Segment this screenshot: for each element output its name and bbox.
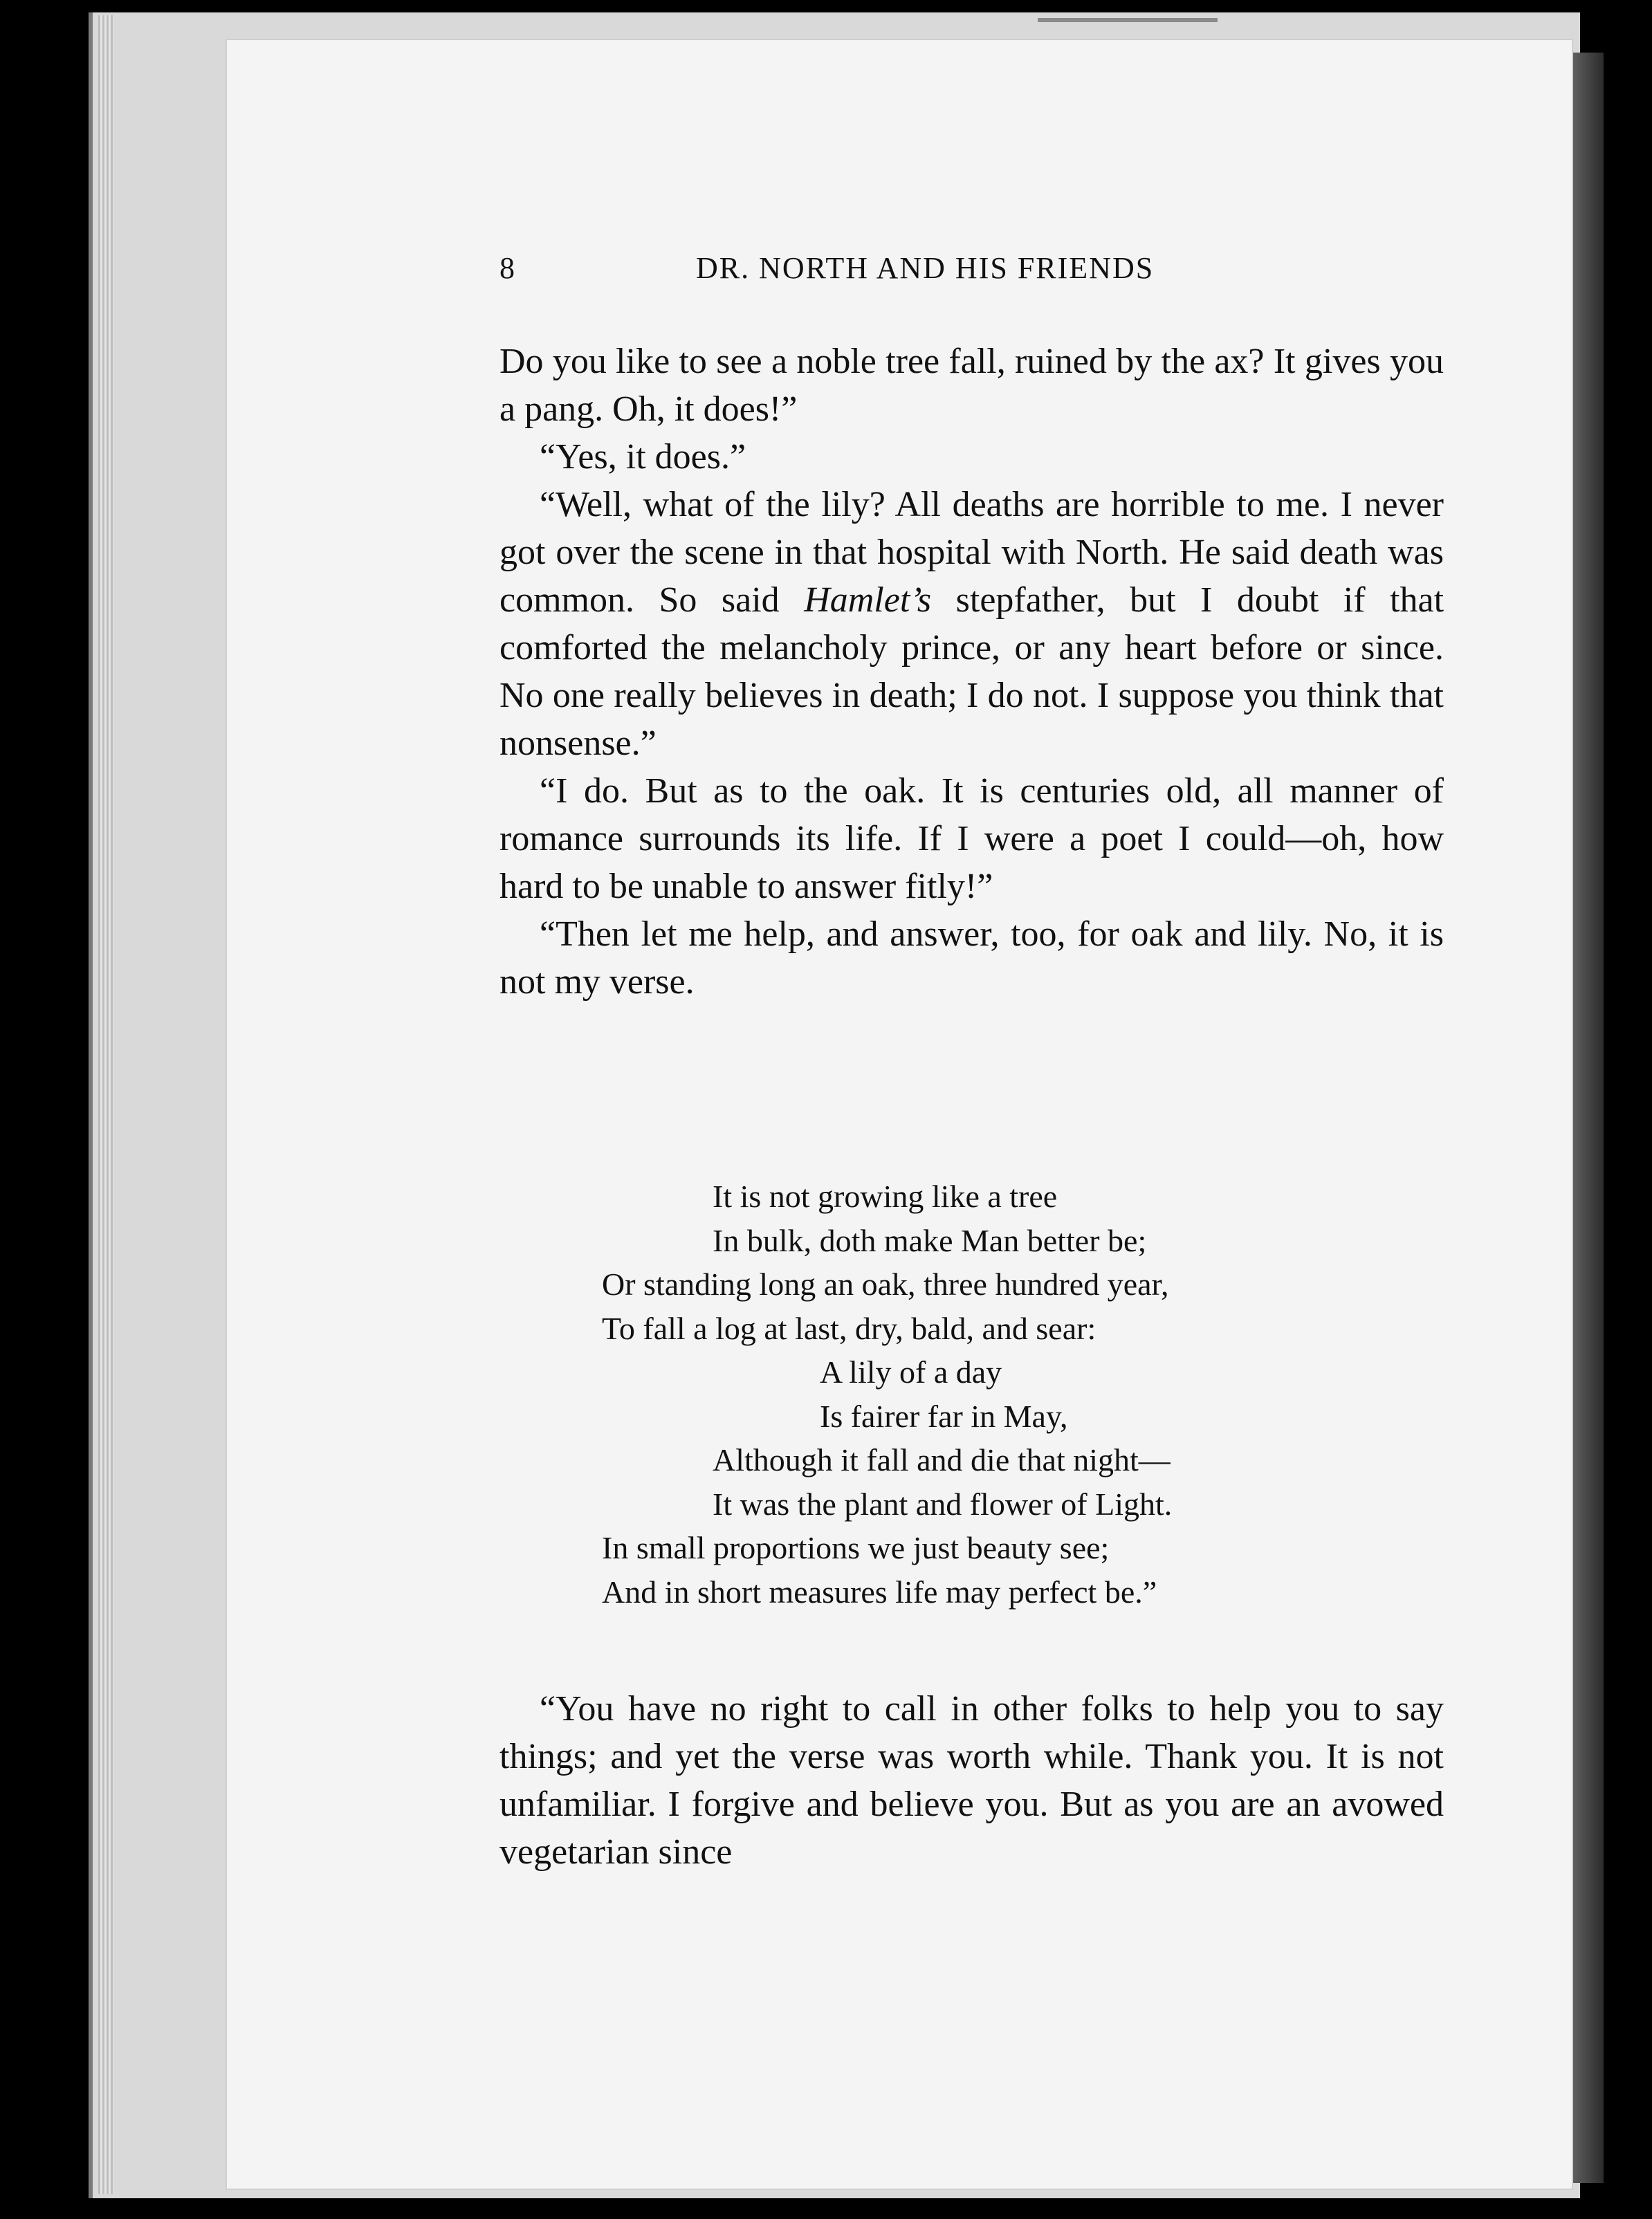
paragraph: “Then let me help, and answer, too, for oak and lily. No, it is not my verse. [499,914,1444,1002]
page-number: 8 [499,251,515,285]
verse-line: And in short measures life may perfect be.” [602,1574,1157,1610]
verse-line: It is not growing like a tree [713,1179,1058,1214]
paragraph [499,481,1444,767]
verse-line: To fall a log at last, dry, bald, and sear: [602,1310,1096,1346]
verse-line: A lily of a day [820,1354,1002,1390]
verse-line: It was the plant and flower of Light. [713,1486,1173,1522]
scan-artifact [1038,18,1218,22]
book-page-edges [98,15,113,2194]
paragraph: Do you like to see a noble tree fall, ruined by the ax? It gives you a pang. Oh, it does!” [499,342,1444,429]
paragraph-text: stepfather, but I doubt if that comforted the melancholy prince, or any heart before or since. No one really believes in death; I do not. I suppose you think that nonsense.” [499,580,1444,763]
book-right-edge [1573,53,1604,2183]
verse-line: In small proportions we just beauty see; [602,1530,1110,1565]
verse-line: Or standing long an oak, three hundred year, [602,1267,1169,1302]
running-title: DR. NORTH AND HIS FRIENDS [696,251,1155,285]
verse-line: Although it fall and die that night— [713,1442,1171,1477]
italic-title: Hamlet’s [804,580,932,620]
paragraph: “I do. But as to the oak. It is centuries old, all manner of romance surrounds its life. If I were a poet I could—oh, how hard to be unable to answer fitly!” [499,771,1444,906]
paragraph-text: “Well, what of the lily? All deaths are horrible to me. I never got over the scene in that hospital with North. He said death was common. So said [499,485,1444,620]
running-head [499,250,1254,299]
paragraph: “You have no right to call in other folks to help you to say things; and yet the verse was worth while. Thank you. It is not unfamiliar. I forgive and believe you. But as you are an avowed vegetarian since [499,1689,1444,1872]
verse-line: In bulk, doth make Man better be; [713,1222,1147,1258]
prose-before-verse [499,338,1444,1006]
verse-line: Is fairer far in May, [820,1398,1068,1434]
verse-quotation [602,1175,1397,1614]
prose-after-verse [499,1685,1444,1876]
paragraph: “Yes, it does.” [540,437,746,477]
